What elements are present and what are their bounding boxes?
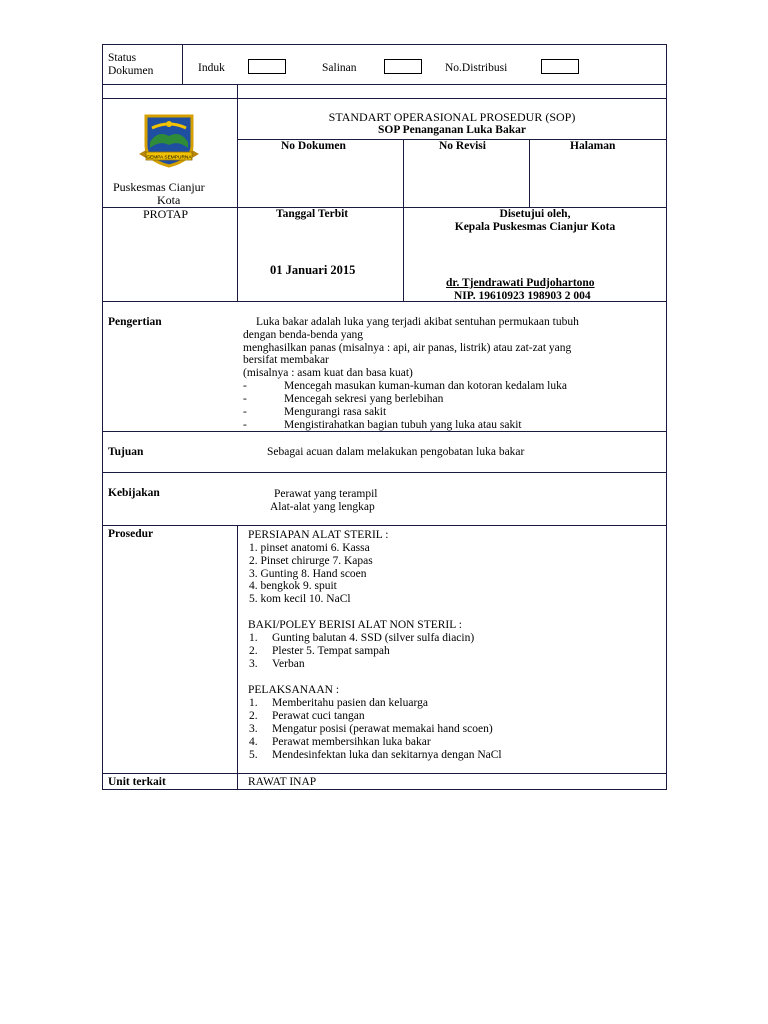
text-line: Luka bakar adalah luka yang terjadi akibat sentuhan permukaan tubuh: [256, 316, 579, 328]
rule: [102, 525, 667, 526]
no-dokumen-label: No Dokumen: [281, 140, 346, 152]
rule: [102, 84, 667, 85]
bullet-dash: -: [243, 419, 247, 431]
rule: [529, 139, 530, 207]
rule: [102, 472, 667, 473]
bullet-dash: -: [243, 380, 247, 392]
list-item: 4. bengkok 9. spuit: [249, 580, 337, 592]
signer-name: dr. Tjendrawati Pudjohartono: [446, 277, 595, 289]
bullet-dash: -: [243, 406, 247, 418]
section-heading: BAKI/POLEY BERISI ALAT NON STERIL :: [248, 619, 462, 631]
rule: [102, 44, 103, 790]
list-item: 3. Gunting 8. Hand scoen: [249, 568, 367, 580]
rule: [182, 44, 183, 85]
logo-motto: GEMPA SEMPURNA: [146, 155, 192, 161]
list-item: Perawat membersihkan luka bakar: [272, 736, 431, 748]
cianjur-emblem-icon: [138, 112, 200, 170]
bullet-dash: -: [243, 393, 247, 405]
list-item: 5. kom kecil 10. NaCl: [249, 593, 351, 605]
pengertian-label: Pengertian: [108, 316, 162, 328]
prosedur-label: Prosedur: [108, 528, 154, 540]
approval-line: Disetujui oleh,: [499, 208, 571, 220]
protap-label: PROTAP: [143, 207, 189, 221]
tanggal-terbit-label: Tanggal Terbit: [276, 208, 349, 220]
tujuan-label: Tujuan: [108, 446, 144, 458]
no-revisi-label: No Revisi: [439, 140, 486, 152]
rule: [102, 773, 667, 774]
list-item: Gunting balutan 4. SSD (silver sulfa diacin): [272, 632, 475, 644]
text-line: menghasilkan panas (misalnya : api, air panas, listrik) atau zat-zat yang: [243, 342, 572, 354]
halaman-label: Halaman: [570, 140, 616, 152]
list-item: Mencegah masukan kuman-kuman dan kotoran kedalam luka: [284, 380, 567, 392]
list-number: 1.: [249, 632, 258, 644]
status-label: Status: [108, 52, 137, 64]
page-title: STANDART OPERASIONAL PROSEDUR (SOP): [328, 110, 576, 124]
list-item: Plester 5. Tempat sampah: [272, 645, 390, 657]
list-item: Perawat cuci tangan: [272, 710, 365, 722]
kebijakan-text: Alat-alat yang lengkap: [270, 501, 375, 513]
section-heading: PELAKSANAAN :: [248, 684, 340, 696]
rule: [102, 44, 667, 45]
kebijakan-label: Kebijakan: [108, 487, 160, 499]
list-item: Mendesinfektan luka dan sekitarnya dengan NaCl: [272, 749, 502, 761]
rule: [102, 789, 667, 790]
list-item: 2. Pinset chirurge 7. Kapas: [249, 555, 373, 567]
list-item: Verban: [272, 658, 305, 670]
rule: [102, 98, 667, 99]
tujuan-text: Sebagai acuan dalam melakukan pengobatan luka bakar: [267, 446, 525, 458]
induk-label: Induk: [198, 62, 225, 74]
unit-terkait-value: RAWAT INAP: [248, 776, 317, 788]
list-item: Mengatur posisi (perawat memakai hand scoen): [272, 723, 493, 735]
section-heading: PERSIAPAN ALAT STERIL :: [248, 529, 389, 541]
list-item: Memberitahu pasien dan keluarga: [272, 697, 428, 709]
salinan-checkbox[interactable]: [384, 59, 422, 74]
no-distribusi-checkbox[interactable]: [541, 59, 579, 74]
list-number: 4.: [249, 736, 258, 748]
text-line: bersifat membakar: [243, 354, 329, 366]
list-number: 2.: [249, 710, 258, 722]
org-name: Puskesmas Cianjur: [113, 180, 205, 194]
page-subtitle: SOP Penanganan Luka Bakar: [378, 124, 526, 136]
induk-checkbox[interactable]: [248, 59, 286, 74]
kebijakan-text: Perawat yang terampil: [274, 488, 378, 500]
salinan-label: Salinan: [322, 62, 357, 74]
status-label: Dokumen: [108, 65, 154, 77]
list-number: 3.: [249, 658, 258, 670]
list-number: 5.: [249, 749, 258, 761]
list-number: 2.: [249, 645, 258, 657]
rule: [237, 525, 238, 790]
no-distribusi-label: No.Distribusi: [445, 62, 508, 74]
list-item: Mengurangi rasa sakit: [284, 406, 387, 418]
list-item: Mengistirahatkan bagian tubuh yang luka atau sakit: [284, 419, 522, 431]
text-line: dengan benda-benda yang: [243, 329, 364, 341]
list-number: 1.: [249, 697, 258, 709]
org-name: Kota: [157, 193, 181, 207]
unit-terkait-label: Unit terkait: [108, 776, 166, 788]
approval-line: Kepala Puskesmas Cianjur Kota: [454, 221, 616, 233]
signer-nip: NIP. 19610923 198903 2 004: [454, 290, 591, 302]
rule: [666, 44, 667, 790]
list-number: 3.: [249, 723, 258, 735]
text-line: (misalnya : asam kuat dan basa kuat): [243, 367, 413, 379]
tanggal-terbit-value: 01 Januari 2015: [270, 263, 356, 277]
list-item: Mencegah sekresi yang berlebihan: [284, 393, 444, 405]
list-item: 1. pinset anatomi 6. Kassa: [249, 542, 370, 554]
